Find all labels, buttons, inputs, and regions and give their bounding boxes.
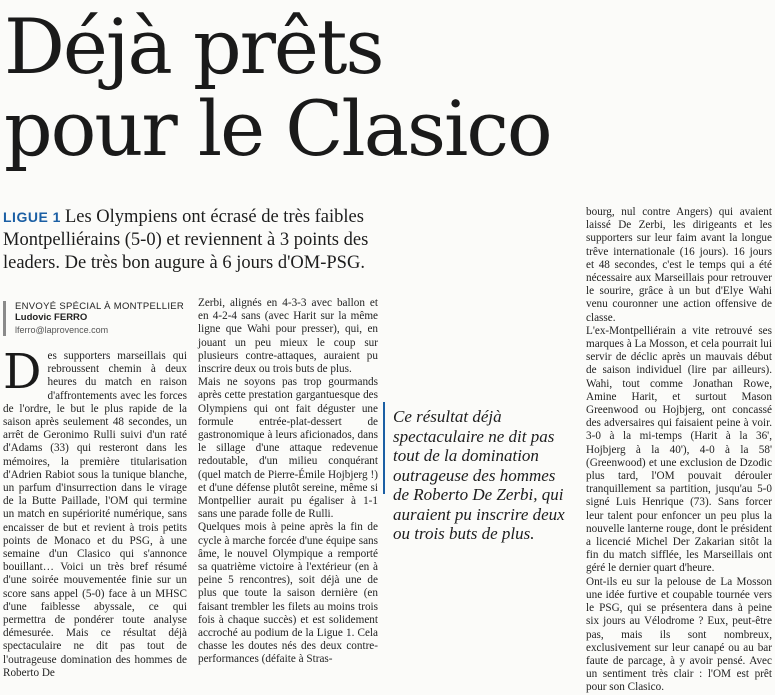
- paragraph: Zerbi, alignés en 4-3-3 avec ballon et en 4-2-4 sans (avec Harit sur la même ligne que Wahi pour presser), qui, en jouant un peu mieux le coup sur plusieurs contre-attaques, auraient pu inscrire deux ou trois buts de plus.: [198, 297, 378, 376]
- article-column-1: [3, 344, 187, 679]
- byline-title: ENVOYÉ SPÉCIAL À MONTPELLIER: [15, 301, 185, 312]
- paragraph: Ont-ils eu sur la pelouse de La Mosson une idée furtive et coupable tournée vers le PSG, qui se présentera dans à peine six jours au Vélodrome ? Eux, peut-être pas, mais ils sont nombreux, exclusivement sur leur canapé ou au bar faute de parcage, à y avoir pensé. Avec un sentiment très clair : l'OM est prêt pour son Clasico.: [586, 575, 772, 694]
- byline: [3, 301, 223, 336]
- paragraph: Quelques mois à peine après la fin de cycle à marche forcée d'une équipe sans âme, le nouvel Olympique a remporté sa quatrième victoire à l'extérieur (en à peine 5 rencontres), soit déjà une de plus que toute la saison dernière (en faisant trembler les filets au moins trois fois à chaque succès) et est solidement accroché au podium de la Ligue 1. Cela chasse les doutes nés des deux contre-performances (défaite à Stras-: [198, 521, 378, 666]
- lede-text: Les Olympiens ont écrasé de très faibles Montpelliérains (5-0) et reviennent à 3 points des leaders. De très bon augure à 6 jours d'OM-PSG.: [3, 207, 369, 273]
- article-column-3: [586, 206, 772, 694]
- paragraph: Mais ne soyons pas trop gourmands après cette prestation gargantuesque des Olympiens qui ont fait déguster une formule entrée-plat-dessert de gastronomique à leurs aficionados, dans le sillage d'une attaque redevenue redoutable, d'un milieu conquérant (quel match de Pierre-Émile Hojbjerg !) et d'une défense plutôt sereine, même si Montpellier aurait pu égaliser à 1-1 sans une parade folle de Rulli.: [198, 376, 378, 521]
- byline-email[interactable]: lferro@laprovence.com: [15, 325, 109, 335]
- drop-cap: D: [3, 344, 42, 400]
- paragraph-text: es supporters marseillais qui rebroussent chemin à deux heures du match en raison d'affrontements avec les forces de l'ordre, le but le plus rapide de la saison après seulement 48 secondes, un arrêt de Geronimo Rulli suivi d'un raté d'Adams (33) qui resteront dans les mémoires, la première titularisation d'Adrien Rabiot sous la tunique blanche, un parfum d'insurrection dans le virage de la Butte Paillade, l'OM qui termine un match en supériorité numérique, sans encaisser de but et revient à trois petits points de Monaco et du PSG, à une semaine d'un Clasico qui s'annonce bouillant… Voici un très bref résumé d'une soirée mouvementée finie sur un score sans appel (5-0) face à un MHSC d'une faiblesse abyssale, ce qui permettra de pondérer toute analyse démesurée. Mais ce résultat déjà spectaculaire ne dit pas tout de l'outrageuse domination des hommes de Roberto De: [3, 350, 187, 679]
- lede: [3, 206, 383, 275]
- headline-line-2: pour le Clasico: [4, 84, 551, 173]
- pull-quote-rule: [383, 402, 385, 494]
- headline: [4, 2, 574, 173]
- paragraph: bourg, nul contre Angers) qui avaient laissé De Zerbi, les dirigeants et les supporters sur leur faim avant la longue trêve internationale (16 jours). 16 jours et 48 secondes, c'est le temps qui a été nécessaire aux Marseillais pour retrouver le sourire, grâce à un but d'Elye Wahi venu couronner une action offensive de classe.: [586, 206, 772, 324]
- rubric-label: LIGUE 1: [3, 209, 61, 225]
- headline-line-1: Déjà prêts: [4, 2, 383, 91]
- paragraph: [3, 344, 187, 680]
- paragraph: L'ex-Montpelliérain a vite retrouvé ses marques à La Mosson, et cela pourrait lui servir de déclic après un mauvais début de saison individuel (lire par ailleurs). Wahi, tout comme Jonathan Rowe, Amine Harit, et surtout Mason Greenwood ou Hojbjerg, ont concassé des adversaires qui faisaient peine à voir. 3-0 à la mi-temps (Harit à la 36', Hojbjerg à la 40'), 4-0 à la 58' (Greenwood) et une exclusion de Dzodic plus tard, l'OM pouvait dérouler tranquillement sa partition, jusqu'au 5-0 signé Luis Henrique (73). Sans forcer leur talent pour enfoncer un peu plus la nouvelle lanterne rouge, dont le président a licencié Michel Der Zakarian sitôt la fin du match sifflée, les Marseillais ont géré le dernier quart d'heure.: [586, 324, 772, 575]
- byline-author: Ludovic FERRO: [15, 312, 88, 323]
- pull-quote: Ce résultat déjà spectaculaire ne dit pas tout de la domination outrageuse des hommes de Roberto De Zerbi, qui auraient pu inscrire deux ou trois buts de plus.: [393, 407, 565, 543]
- article-column-2: [198, 297, 378, 666]
